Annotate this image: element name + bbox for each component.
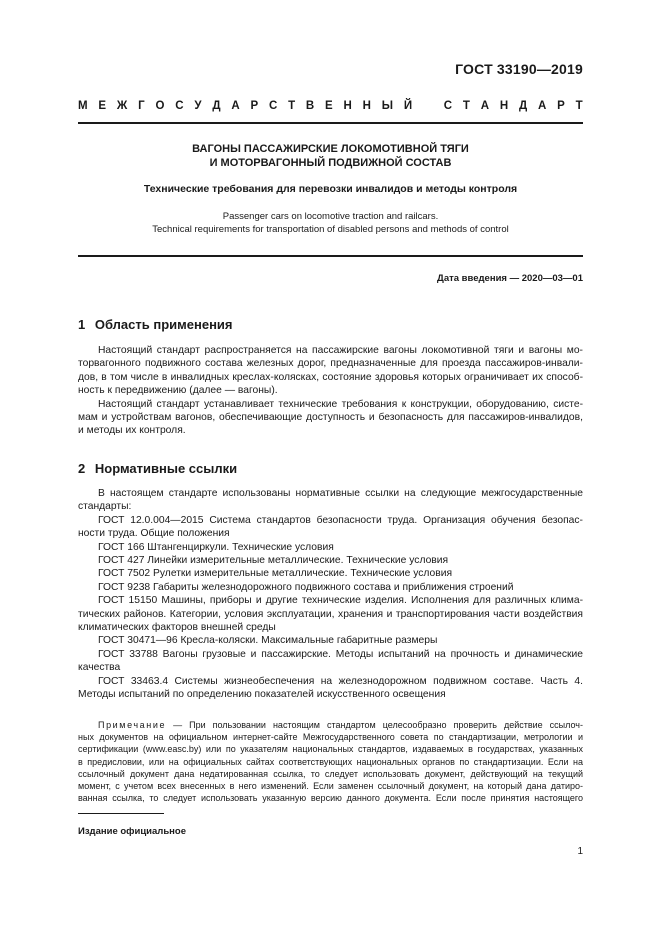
page-number: 1 bbox=[577, 846, 583, 857]
section-2-body bbox=[78, 487, 583, 702]
section-2-number: 2 bbox=[78, 461, 86, 476]
banner-letter: Р bbox=[250, 100, 259, 112]
english-title-line-1: Passenger cars on locomotive traction and railcars. bbox=[222, 211, 439, 222]
banner-letter: А bbox=[231, 100, 240, 112]
text-line: дов, в том числе в инвалидных креслах-колясках, состояние здоровья которых ограничивает их способ- bbox=[78, 371, 583, 383]
english-title-line-2: Technical requirements for transportation of disabled persons and methods of control bbox=[152, 224, 509, 235]
text-line: ности труда. Общие положения bbox=[78, 528, 230, 540]
note-line: момент, с учетом всех внесенных в него изменений. Если заменен ссылочный документ, на который дана датиро- bbox=[78, 781, 583, 792]
interstate-standard-banner bbox=[78, 100, 583, 112]
banner-letter: Е bbox=[325, 100, 333, 112]
text-line: ГОСТ 33788 Вагоны грузовые и пассажирские. Методы испытаний на прочность и динамические bbox=[98, 648, 583, 660]
banner-letter: С bbox=[268, 100, 278, 112]
note-label: Примечание bbox=[98, 720, 167, 730]
note-line: ных документов на официальном интернет-сайте Межгосударственного совета по стандартизации, метрологии и bbox=[78, 732, 583, 743]
banner-letter: Е bbox=[98, 100, 107, 112]
title-line-2: И МОТОРВАГОННЫЙ ПОДВИЖНОЙ СОСТАВ bbox=[209, 157, 452, 169]
banner-letter: Т bbox=[288, 100, 296, 112]
banner-letter: С bbox=[443, 100, 453, 112]
banner-letter: Р bbox=[557, 100, 565, 112]
title-line-1: ВАГОНЫ ПАССАЖИРСКИЕ ЛОКОМОТИВНОЙ ТЯГИ bbox=[192, 143, 469, 155]
banner-letter: С bbox=[175, 100, 184, 112]
note-line: сертификации (www.easc.by) или по указателям национальных стандартов, издаваемых в государствах, указанных bbox=[78, 744, 583, 755]
banner-letter: Н bbox=[499, 100, 509, 112]
text-line: ГОСТ 30471—96 Кресла-коляски. Максимальные габаритные размеры bbox=[98, 635, 438, 647]
standard-number: ГОСТ 33190—2019 bbox=[455, 61, 583, 77]
banner-letter: Й bbox=[403, 100, 413, 112]
banner-letter: Ж bbox=[116, 100, 128, 112]
banner-letter: Т bbox=[462, 100, 470, 112]
banner-letter: Д bbox=[212, 100, 221, 112]
banner-letter: Д bbox=[518, 100, 528, 112]
text-line: ГОСТ 33463.4 Системы жизнеобеспечения на железнодорожном подвижном составе. Часть 4. bbox=[98, 675, 583, 687]
text-line: и методы их контроля. bbox=[78, 425, 186, 437]
official-edition-label: Издание официальное bbox=[78, 826, 186, 837]
text-line: тических районов. Категории, условия эксплуатации, хранения и транспортирования части воздействия bbox=[78, 608, 583, 620]
banner-letter: М bbox=[78, 100, 88, 112]
english-title bbox=[78, 210, 583, 236]
banner-letter: Н bbox=[362, 100, 371, 112]
footer-divider bbox=[78, 813, 164, 814]
text-line: Настоящий стандарт распространяется на пассажирские вагоны локомотивной тяги и вагоны мо- bbox=[98, 345, 583, 356]
note-text: — При пользовании настоящим стандартом целесообразно проверить действие ссылоч- bbox=[166, 720, 583, 730]
banner-letter: Н bbox=[343, 100, 352, 112]
text-line: ГОСТ 12.0.004—2015 Система стандартов безопасности труда. Организация обучения безопас- bbox=[98, 514, 583, 526]
banner-letter: А bbox=[537, 100, 547, 112]
section-1-heading bbox=[78, 317, 233, 332]
text-line: ГОСТ 166 Штангенциркули. Технические условия bbox=[98, 541, 334, 553]
title-divider bbox=[78, 255, 583, 257]
document-title bbox=[78, 142, 583, 170]
banner-letter: Ы bbox=[381, 100, 394, 112]
banner-letter: Т bbox=[575, 100, 583, 112]
section-1-body bbox=[78, 344, 583, 438]
section-2-title: Нормативные ссылки bbox=[94, 461, 238, 476]
text-line: качества bbox=[78, 662, 121, 674]
text-line: ГОСТ 7502 Рулетки измерительные металлические. Технические условия bbox=[98, 568, 453, 580]
document-subtitle: Технические требования для перевозки инвалидов и методы контроля bbox=[143, 183, 518, 195]
banner-gap bbox=[423, 100, 433, 112]
text-line: ность к передвижению (далее — вагоны). bbox=[78, 385, 278, 397]
banner-letter: В bbox=[305, 100, 315, 112]
text-line: торвагонного подвижного состава железных дорог, предназначенные для проезда пассажиров-инвали- bbox=[78, 358, 583, 370]
text-line: стандарты: bbox=[78, 501, 132, 513]
text-line: климатических факторов внешней среды bbox=[78, 622, 276, 634]
note-line: ванная ссылка, то следует использовать указанную версию данного документа. Если после принятия настоящего bbox=[78, 793, 583, 804]
header-divider bbox=[78, 122, 583, 124]
text-line: В настоящем стандарте использованы нормативные ссылки на следующие межгосударственные bbox=[98, 488, 583, 499]
text-line: Настоящий стандарт устанавливает технические требования к конструкции, оборудованию, систе- bbox=[98, 398, 583, 410]
section-1-title: Область применения bbox=[94, 317, 233, 332]
text-line: ГОСТ 15150 Машины, приборы и другие технические изделия. Исполнения для различных клима- bbox=[98, 595, 583, 607]
introduction-date: Дата введения — 2020—03—01 bbox=[437, 273, 583, 284]
note-line: ссылочный документ дана недатированная ссылка, то следует использовать документ, действующий на текущий bbox=[78, 768, 583, 779]
note-line bbox=[78, 719, 583, 731]
section-1-number: 1 bbox=[78, 317, 86, 332]
text-line: мам и устройствам вагонов, обеспечивающие доступность и безопасность для пассажиров-инвалидов, bbox=[78, 412, 583, 424]
text-line: Методы испытаний по определению показателей искусственного освещения bbox=[78, 689, 446, 701]
banner-letter: Г bbox=[138, 100, 145, 112]
banner-letter: У bbox=[194, 100, 202, 112]
note-block bbox=[78, 719, 583, 804]
text-line: ГОСТ 427 Линейки измерительные металлические. Технические условия bbox=[98, 555, 449, 567]
section-2-heading bbox=[78, 461, 237, 476]
text-line: ГОСТ 9238 Габариты железнодорожного подвижного состава и приближения строений bbox=[98, 581, 514, 593]
note-line: в предисловии, или на официальных сайтах соответствующих национальных органов по стандартизации. Если на bbox=[78, 756, 583, 767]
banner-letter: О bbox=[155, 100, 165, 112]
banner-letter: А bbox=[480, 100, 490, 112]
